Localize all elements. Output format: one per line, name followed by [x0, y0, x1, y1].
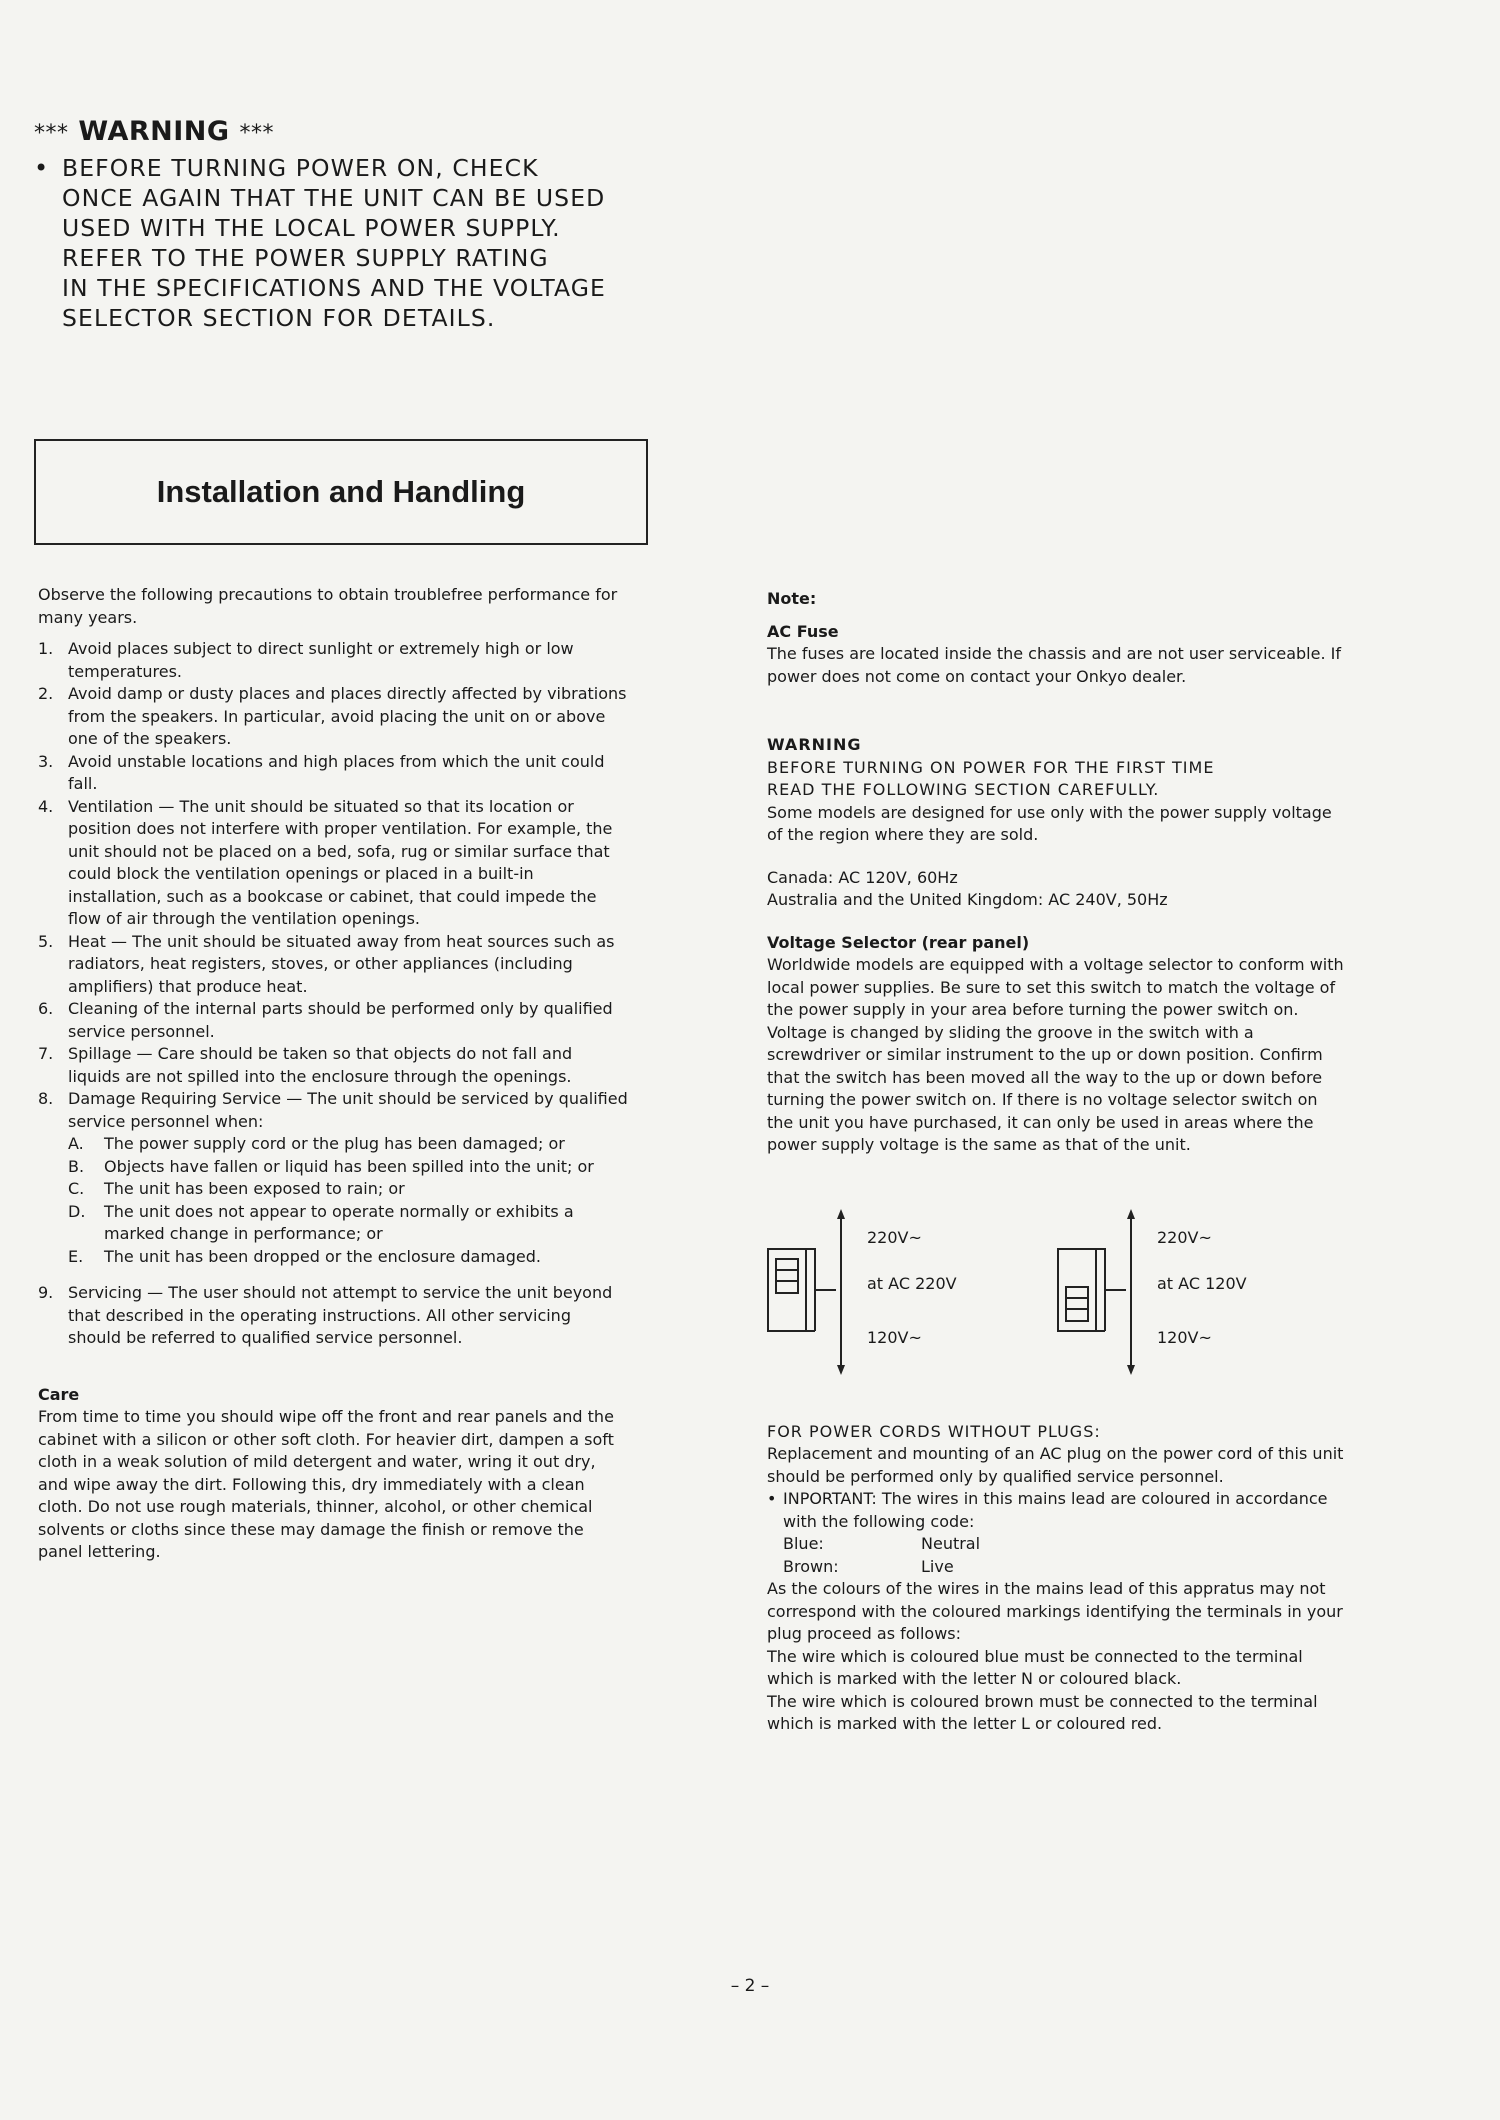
ac-fuse-text: The fuses are located inside the chassis and are not user serviceable. If power does not come on contact your Onkyo dealer. — [767, 644, 1341, 686]
power-cords-text: Replacement and mounting of an AC plug on the power cord of this unit should be performed only by qualified service personnel. — [767, 1444, 1344, 1486]
wire-meaning: Live — [921, 1556, 954, 1576]
closing-paragraph: The wire which is coloured blue must be connected to the terminal which is marked with the letter N or coloured black. — [767, 1646, 1303, 1688]
power-cords-heading: FOR POWER CORDS WITHOUT PLUGS: — [767, 1421, 1101, 1441]
item-text: Cleaning of the internal parts should be performed only by qualified service personnel. — [68, 999, 613, 1041]
section-title-box — [34, 439, 648, 545]
note-heading: Note: — [767, 589, 817, 608]
installation-column — [38, 584, 628, 1564]
precaution-item — [38, 796, 628, 931]
switch-diagram-120v — [1057, 1207, 1357, 1377]
voltage-selector-text: Worldwide models are equipped with a voltage selector to conform with local power supplies. Be sure to set this switch to match the voltage of the power supply in your area before turning the power switch on. Voltage is changed by sliding the groove in the switch with a screwdriver or similar instrument to the up or down position. Confirm that the switch has been moved all the way to the up or down before turning the power switch on. If there is no voltage selector switch on the unit you have purchased, it can only be used in areas where the power supply voltage is the same as that of the unit. — [767, 955, 1344, 1154]
damage-case — [68, 1201, 628, 1246]
list-spacer — [38, 1268, 628, 1282]
item-text: Avoid unstable locations and high places from which the unit could fall. — [68, 751, 605, 793]
wire-code-row — [767, 1556, 1347, 1579]
case-text: The unit has been dropped or the enclosure damaged. — [104, 1246, 541, 1266]
warning-text: Some models are designed for use only with the power supply voltage of the region where they are sold. — [767, 802, 1332, 844]
warning-text — [62, 153, 606, 333]
warning-line: USED WITH THE LOCAL POWER SUPPLY. — [62, 214, 561, 242]
care-section — [38, 1384, 628, 1564]
notes-column — [767, 588, 1347, 1736]
case-text: The unit has been exposed to rain; or — [104, 1179, 405, 1198]
region-canada: Canada: AC 120V, 60Hz — [767, 867, 958, 887]
item-text: Avoid damp or dusty places and places directly affected by vibrations from the speakers. In particular, avoid placing the unit on or above one of the speakers. — [68, 684, 627, 748]
precautions-list — [38, 638, 628, 1350]
warning-line: ONCE AGAIN THAT THE UNIT CAN BE USED — [62, 184, 606, 212]
warning-line: BEFORE TURNING POWER ON, CHECK — [62, 154, 539, 182]
warning-line: SELECTOR SECTION FOR DETAILS. — [62, 304, 496, 332]
precaution-item — [38, 751, 628, 796]
precaution-item — [38, 931, 628, 999]
warning-line: READ THE FOLLOWING SECTION CAREFULLY. — [767, 780, 1160, 799]
wire-meaning: Neutral — [921, 1534, 981, 1553]
case-text: Objects have fallen or liquid has been spilled into the unit; or — [104, 1156, 594, 1176]
wire-color: Brown: — [783, 1556, 839, 1576]
voltage-selector-diagrams — [767, 1207, 1347, 1377]
bullet-icon: • — [767, 1489, 777, 1508]
item-number: 4. — [38, 796, 54, 816]
item-text: Servicing — The user should not attempt to service the unit beyond that described in the operating instructions. All other servicing should be referred to qualified service personnel. — [68, 1283, 613, 1347]
precaution-item — [38, 683, 628, 751]
important-text: INPORTANT: The wires in this mains lead are coloured in accordance with the following code: — [783, 1489, 1328, 1531]
precaution-item — [38, 638, 628, 683]
precaution-item — [38, 1282, 628, 1350]
case-letter: D. — [68, 1201, 86, 1221]
case-letter: C. — [68, 1179, 85, 1198]
warning-line: REFER TO THE POWER SUPPLY RATING — [62, 244, 549, 272]
warning-title: WARNING — [78, 116, 230, 147]
label-setting: at AC 120V — [1157, 1273, 1247, 1293]
label-setting: at AC 220V — [867, 1273, 957, 1293]
care-text: From time to time you should wipe off the front and rear panels and the cabinet with a silicon or other soft cloth. For heavier dirt, dampen a soft cloth in a weak solution of mild detergent and water, wring it out dry, and wipe away the dirt. Following this, dry immediately with a clean cloth. Do not use rough materials, thinner, alcohol, or other chemical solvents or cloths since these may damage the finish or remove the panel lettering. — [38, 1407, 614, 1561]
damage-case — [68, 1246, 628, 1269]
item-text: Damage Requiring Service — The unit should be serviced by qualified service personnel when: — [68, 1089, 628, 1131]
item-number: 7. — [38, 1044, 54, 1063]
warning-heading — [34, 116, 734, 147]
label-220v: 220V~ — [1157, 1227, 1212, 1247]
label-120v: 120V~ — [1157, 1327, 1212, 1347]
item-number: 1. — [38, 639, 54, 658]
voltage-selector-heading: Voltage Selector (rear panel) — [767, 932, 1030, 952]
damage-cases-list — [68, 1133, 628, 1268]
care-heading: Care — [38, 1384, 80, 1404]
bullet-icon: • — [34, 154, 49, 182]
item-text: Heat — The unit should be situated away from heat sources such as radiators, heat registers, stoves, or other appliances (including amplifiers) that produce heat. — [68, 931, 615, 996]
item-text: Ventilation — The unit should be situated so that its location or position does not interfere with proper ventilation. For example, the unit should not be placed on a bed, sofa, rug or similar surface that could block the ventilation openings or placed in a built-in installation, such as a bookcase or cabinet, that could impede the flow of air through the ventilation openings. — [68, 796, 613, 928]
item-number: 3. — [38, 751, 54, 771]
warning-stars-right: *** — [239, 121, 274, 146]
label-120v: 120V~ — [867, 1327, 922, 1347]
ac-fuse-heading: AC Fuse — [767, 621, 839, 641]
closing-paragraph: The wire which is coloured brown must be connected to the terminal which is marked with the letter L or coloured red. — [767, 1691, 1318, 1733]
switch-diagram-220v — [767, 1207, 1067, 1377]
intro-paragraph: Observe the following precautions to obtain troublefree performance for many years. — [38, 585, 618, 627]
item-number: 6. — [38, 999, 54, 1018]
item-text: Spillage — Care should be taken so that objects do not fall and liquids are not spilled into the enclosure through the openings. — [68, 1044, 573, 1086]
precaution-item — [38, 1043, 628, 1088]
power-warning — [34, 116, 734, 333]
item-number: 2. — [38, 684, 54, 703]
item-number: 9. — [38, 1283, 54, 1302]
warning-subheading: WARNING — [767, 735, 862, 754]
label-220v: 220V~ — [867, 1227, 922, 1247]
item-number: 8. — [38, 1089, 54, 1108]
damage-case — [68, 1156, 628, 1179]
damage-case — [68, 1133, 628, 1156]
closing-paragraph: As the colours of the wires in the mains lead of this appratus may not correspond with the coloured markings identifying the terminals in your plug proceed as follows: — [767, 1579, 1343, 1643]
wire-code-row — [767, 1533, 1347, 1556]
wire-color: Blue: — [783, 1534, 824, 1553]
precaution-item — [38, 998, 628, 1043]
item-text: Avoid places subject to direct sunlight or extremely high or low temperatures. — [68, 639, 574, 681]
case-text: The unit does not appear to operate normally or exhibits a marked change in performance; or — [104, 1201, 574, 1243]
warning-line: IN THE SPECIFICATIONS AND THE VOLTAGE — [62, 274, 606, 302]
case-text: The power supply cord or the plug has been damaged; or — [104, 1134, 565, 1153]
section-title: Installation and Handling — [156, 474, 526, 509]
region-australia-uk: Australia and the United Kingdom: AC 240V, 50Hz — [767, 890, 1168, 909]
warning-stars-left: *** — [34, 121, 69, 146]
precaution-item — [38, 1088, 628, 1268]
case-letter: E. — [68, 1246, 84, 1266]
case-letter: A. — [68, 1134, 84, 1153]
page-number: – 2 – — [730, 1976, 770, 1996]
warning-line: BEFORE TURNING ON POWER FOR THE FIRST TIME — [767, 757, 1215, 777]
damage-case — [68, 1178, 628, 1201]
case-letter: B. — [68, 1156, 85, 1176]
item-number: 5. — [38, 931, 54, 951]
